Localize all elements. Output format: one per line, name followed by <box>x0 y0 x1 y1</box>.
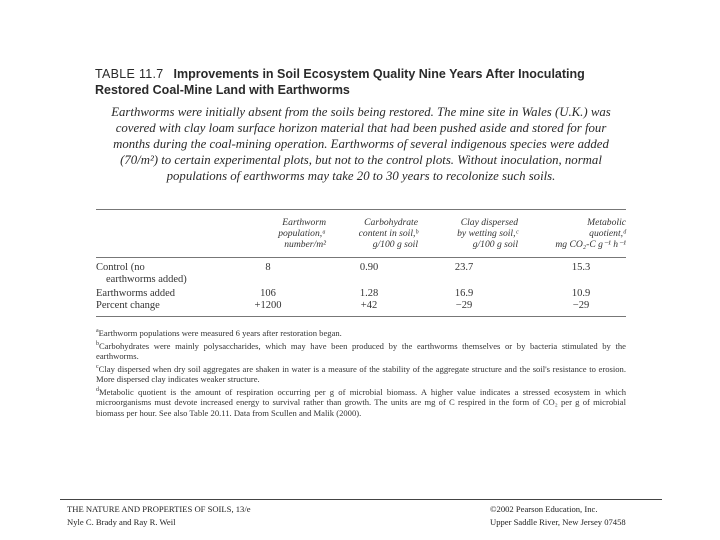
row-label-percent-change: Percent change <box>96 300 160 311</box>
column-header-line: population,ᵃ <box>278 228 326 239</box>
cell-control-earthworms: 8 <box>265 262 271 273</box>
cell-change-carbohydrate: +42 <box>360 300 378 311</box>
column-header-line: Metabolic <box>587 217 626 228</box>
column-header-line: content in soil,ᵇ <box>358 228 418 239</box>
footnote-text: Earthworm populations were measured 6 years after restoration began. <box>98 327 342 338</box>
cell-control-carbohydrate: 0.90 <box>359 262 379 273</box>
column-header-clay-dispersed <box>418 217 518 250</box>
footnote-d <box>96 385 626 418</box>
table-number: TABLE 11.7 <box>95 67 164 81</box>
footer-publisher-address: Upper Saddle River, New Jersey 07458 <box>490 517 626 527</box>
cell-control-quotient: 15.3 <box>571 262 591 273</box>
table-title <box>95 66 615 98</box>
footnote-mark: c <box>96 363 99 370</box>
table-bottom-rule <box>96 316 626 317</box>
column-header-line: g/100 g soil <box>472 239 518 250</box>
footnote-mark: b <box>96 340 99 347</box>
footnote-b <box>96 339 626 362</box>
footnote-mark: a <box>96 328 99 334</box>
cell-added-earthworms: 106 <box>260 288 276 299</box>
cell-change-quotient: −29 <box>572 300 590 311</box>
cell-added-clay: 16.9 <box>454 288 474 299</box>
footnote-text: Metabolic quotient is the amount of respiration occurring per g of microbial biomass. A higher value indicates a stressed ecosystem in which microorganisms must devote increased energy to survival rather than growth. The units are mg of C respired in the form of CO₂ per g of microbial biomass per hour. See also Table 20.11. Data from Scullen and Malik (2000). <box>96 386 626 418</box>
cell-control-clay: 23.7 <box>454 262 474 273</box>
cell-added-quotient: 10.9 <box>571 288 591 299</box>
row-label-line: earthworms added) <box>106 274 187 285</box>
column-header-line: g/100 g soil <box>372 239 418 250</box>
column-header-earthworm-population <box>234 217 326 250</box>
footnote-a <box>96 326 626 338</box>
column-header-carbohydrate <box>322 217 418 250</box>
table-title-text: Improvements in Soil Ecosystem Quality Nine Years After Inoculating Restored Coal-Mine Land with Earthworms <box>95 67 585 97</box>
table-intro-text: Earthworms were initially absent from the soils being restored. The mine site in Wales (U.K.) was covered with clay loam surface horizon material that had been pushed aside and stored for four months during the coal-mining operation. Earthworms of several indigenous species were added (70/m²) to certain experimental plots, but not to the control plots. Without inoculation, normal populations of earthworms may take 20 to 30 years to recolonize such soils. <box>111 105 611 183</box>
footnote-mark: d <box>96 387 99 394</box>
table-top-rule <box>96 209 626 210</box>
footnote-text: Carbohydrates were mainly polysaccharides, which may have been produced by the earthworms themselves or by bacteria stimulated by the earthworms. <box>96 340 626 362</box>
footnote-text: Clay dispersed when dry soil aggregates are shaken in water is a measure of the stability of the aggregate structure and the soil's resistance to erosion. More dispersed clay indicates weaker structure. <box>96 363 626 385</box>
cell-added-carbohydrate: 1.28 <box>359 288 379 299</box>
footnote-c <box>96 362 626 385</box>
row-label-earthworms-added: Earthworms added <box>96 288 176 299</box>
footer-copyright: ©2002 Pearson Education, Inc. <box>490 504 598 514</box>
footer-authors: Nyle C. Brady and Ray R. Weil <box>67 517 176 527</box>
cell-change-clay: −29 <box>455 300 473 311</box>
column-header-line: mg CO₂-C g⁻¹ h⁻¹ <box>555 239 626 250</box>
cell-change-earthworms: +1200 <box>254 300 282 311</box>
row-label-line: Control (no <box>96 262 145 273</box>
column-header-line: Carbohydrate <box>364 217 418 228</box>
row-label-control <box>96 262 187 286</box>
footer-left <box>67 503 251 529</box>
footer-rule <box>60 499 662 500</box>
footer-right <box>490 503 626 529</box>
column-header-line: Clay dispersed <box>460 217 518 228</box>
table-footnotes <box>96 326 626 419</box>
footer-book-title: THE NATURE AND PROPERTIES OF SOILS, 13/e <box>67 504 251 514</box>
column-header-line: Earthworm <box>282 217 326 228</box>
table-header-rule <box>96 257 626 258</box>
column-header-line: number/m² <box>284 239 326 250</box>
column-header-metabolic-quotient <box>520 217 626 250</box>
column-header-line: quotient,ᵈ <box>589 228 626 239</box>
column-header-line: by wetting soil,ᶜ <box>457 228 518 239</box>
